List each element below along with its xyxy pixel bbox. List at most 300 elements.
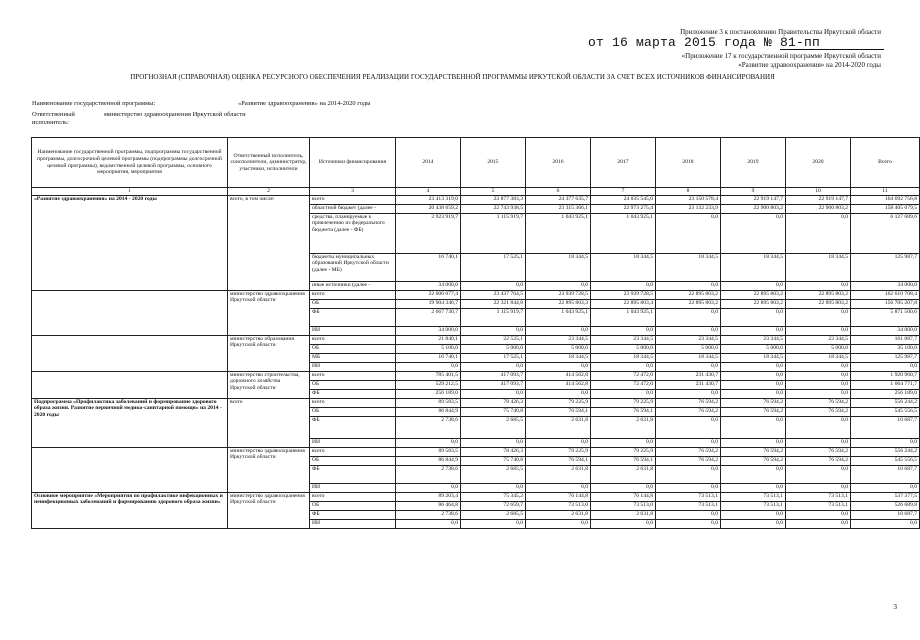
year-value: 417 093,7 — [461, 380, 526, 389]
year-value: 2 631,8 — [526, 416, 591, 438]
column-number: 6 — [526, 188, 591, 196]
year-value: 79 225,9 — [526, 447, 591, 456]
funding-source: ОБ — [310, 380, 396, 389]
year-value: 0,0 — [591, 389, 656, 398]
year-value: 0,0 — [786, 326, 851, 335]
executor-cell: министерство здравоохранения Иркутской области — [228, 447, 310, 492]
funding-source: всего — [310, 371, 396, 380]
year-value: 79 225,9 — [591, 398, 656, 407]
year-value: 73 513,1 — [786, 501, 851, 510]
total-value: 34 000,0 — [851, 326, 920, 335]
funding-source: ФБ — [310, 465, 396, 483]
funding-source: ФБ — [310, 416, 396, 438]
funding-source: ОБ — [310, 501, 396, 510]
year-value: 24 035 545,0 — [591, 195, 656, 204]
total-value: 556 244,2 — [851, 447, 920, 456]
year-value: 78 426,3 — [461, 447, 526, 456]
year-value: 89 583,5 — [396, 447, 461, 456]
year-value: 414 562,8 — [526, 380, 591, 389]
year-value: 0,0 — [721, 519, 786, 528]
year-value: 72 472,0 — [591, 380, 656, 389]
year-value: 22 919 147,7 — [721, 195, 786, 204]
header-year: 2019 — [721, 138, 786, 188]
year-value: 22 895 803,2 — [786, 299, 851, 308]
executor-cell: министерство здравоохранения Иркутской области — [228, 492, 310, 528]
year-value: 78 426,3 — [461, 398, 526, 407]
total-value: 0,0 — [851, 519, 920, 528]
total-value: 34 000,0 — [851, 281, 920, 290]
year-value: 2 631,8 — [526, 510, 591, 519]
year-value: 21 840,1 — [396, 335, 461, 344]
year-value: 22 321 844,8 — [461, 299, 526, 308]
funding-source: ОБ — [310, 407, 396, 416]
year-value: 23 939 728,5 — [591, 290, 656, 299]
executor-cell: министерство образования Иркутской области — [228, 335, 310, 371]
funding-source: ФБ — [310, 389, 396, 398]
total-value: 10 687,7 — [851, 465, 920, 483]
column-number: 2 — [228, 188, 310, 196]
funding-source: средства, планируемые к привлечению из федерального бюджета (далее - ФБ) — [310, 213, 396, 253]
header-year: 2016 — [526, 138, 591, 188]
year-value: 76 594,2 — [656, 447, 721, 456]
year-value: 23 150 578,4 — [656, 195, 721, 204]
year-value: 0,0 — [591, 438, 656, 447]
year-value: 0,0 — [461, 389, 526, 398]
year-value: 22 900 803,2 — [721, 204, 786, 213]
program-item-name: Подпрограмма «Профилактика заболеваний и формирование здорового образа жизни. Развитие первичной медико-санитарной помощи» на 2014 - 2020 годы — [32, 398, 228, 447]
year-value: 73 513,1 — [721, 501, 786, 510]
year-value: 0,0 — [786, 308, 851, 326]
year-value: 0,0 — [721, 362, 786, 371]
year-value: 0,0 — [656, 438, 721, 447]
year-value: 0,0 — [721, 371, 786, 380]
year-value: 0,0 — [721, 483, 786, 492]
program-item-name: Основное мероприятие «Мероприятия по профилактике инфекционных и неинфекционных заболеваний и формированию здорового образа жизни» — [32, 492, 228, 528]
year-value: 18 344,5 — [721, 353, 786, 362]
funding-source: всего — [310, 398, 396, 407]
year-value: 0,0 — [396, 438, 461, 447]
funding-source: бюджеты муниципальных образований Иркутской области (далее - МБ) — [310, 253, 396, 281]
year-value: 0,0 — [786, 416, 851, 438]
year-value: 0,0 — [656, 510, 721, 519]
year-value: 2 667 730,7 — [396, 308, 461, 326]
year-value: 1 115 919,7 — [461, 213, 526, 253]
total-value: 526 689,8 — [851, 501, 920, 510]
header-executor: Ответственный исполнитель, соисполнители, администратор, участники, исполнители — [228, 138, 310, 188]
year-value: 2 738,6 — [396, 465, 461, 483]
year-value: 0,0 — [461, 483, 526, 492]
program-item-name — [32, 290, 228, 335]
stamp-underline — [780, 49, 884, 50]
total-value: 10 687,7 — [851, 510, 920, 519]
program-item-name — [32, 447, 228, 492]
year-value: 5 000,0 — [591, 344, 656, 353]
year-value: 22 895 803,2 — [786, 290, 851, 299]
year-value: 0,0 — [786, 465, 851, 483]
year-value: 2 631,8 — [591, 416, 656, 438]
year-value: 76 594,2 — [786, 456, 851, 465]
header-year: 2015 — [461, 138, 526, 188]
column-number: 10 — [786, 188, 851, 196]
year-value: 0,0 — [656, 281, 721, 290]
year-value: 23 939 728,5 — [526, 290, 591, 299]
year-value: 22 895 803,4 — [591, 299, 656, 308]
header-total: Всего — [851, 138, 920, 188]
year-value: 2 631,8 — [591, 465, 656, 483]
year-value: 17 525,1 — [461, 253, 526, 281]
year-value: 1 043 925,1 — [526, 308, 591, 326]
year-value: 76 594,2 — [656, 398, 721, 407]
year-value: 0,0 — [656, 308, 721, 326]
column-number: 5 — [461, 188, 526, 196]
year-value: 76 594,2 — [786, 447, 851, 456]
year-value: 529 212,5 — [396, 380, 461, 389]
year-value: 16 740,1 — [396, 253, 461, 281]
year-value: 0,0 — [591, 326, 656, 335]
year-value: 0,0 — [721, 389, 786, 398]
year-value: 76 594,1 — [591, 456, 656, 465]
funding-source: ИИ — [310, 483, 396, 492]
year-value: 0,0 — [461, 362, 526, 371]
year-value: 0,0 — [656, 483, 721, 492]
year-value: 0,0 — [526, 389, 591, 398]
year-value: 86 464,8 — [396, 501, 461, 510]
year-value: 0,0 — [656, 519, 721, 528]
funding-source: ФБ — [310, 308, 396, 326]
executor-value: министерство здравоохранения Иркутской области — [104, 111, 246, 118]
year-value: 0,0 — [591, 483, 656, 492]
year-value: 0,0 — [591, 362, 656, 371]
year-value: 5 000,0 — [526, 344, 591, 353]
year-value: 16 740,1 — [396, 353, 461, 362]
year-value: 34 000,0 — [396, 326, 461, 335]
year-value: 76 144,8 — [591, 492, 656, 501]
year-value: 0,0 — [721, 510, 786, 519]
year-value: 73 513,1 — [786, 492, 851, 501]
year-value: 23 344,5 — [721, 335, 786, 344]
year-value: 73 513,0 — [591, 501, 656, 510]
funding-source: ОБ — [310, 456, 396, 465]
year-value: 5 100,0 — [396, 344, 461, 353]
year-value: 0,0 — [786, 281, 851, 290]
funding-source: всего — [310, 492, 396, 501]
year-value: 0,0 — [786, 389, 851, 398]
year-value: 86 844,9 — [396, 407, 461, 416]
executor-cell: министерство здравоохранения Иркутской области — [228, 290, 310, 335]
executor-cell: министерство строительства, дорожного хозяйства Иркутской области — [228, 371, 310, 398]
year-value: 73 513,1 — [656, 492, 721, 501]
year-value: 0,0 — [396, 362, 461, 371]
year-value: 785 401,5 — [396, 371, 461, 380]
year-value: 76 594,2 — [721, 447, 786, 456]
year-value: 22 895 803,2 — [656, 290, 721, 299]
year-value: 0,0 — [396, 519, 461, 528]
year-value: 24 377 635,7 — [526, 195, 591, 204]
executor-cell: всего — [228, 398, 310, 447]
table-row — [32, 371, 920, 380]
year-value: 0,0 — [721, 438, 786, 447]
funding-source: МБ — [310, 353, 396, 362]
year-value: 20 438 659,2 — [396, 204, 461, 213]
total-value: 1 664 771,7 — [851, 380, 920, 389]
year-value: 0,0 — [721, 326, 786, 335]
header-year: 2014 — [396, 138, 461, 188]
year-value: 0,0 — [591, 281, 656, 290]
year-value: 22 525,1 — [461, 335, 526, 344]
resource-table — [31, 137, 920, 529]
year-value: 75 740,8 — [461, 456, 526, 465]
year-value: 23 877 383,3 — [461, 195, 526, 204]
year-value: 5 000,0 — [656, 344, 721, 353]
year-value: 5 000,0 — [721, 344, 786, 353]
year-value: 76 594,2 — [786, 407, 851, 416]
program-item-name — [32, 335, 228, 371]
table-header-row — [32, 138, 920, 188]
year-value: 2 631,8 — [591, 510, 656, 519]
year-value: 2 685,5 — [461, 416, 526, 438]
year-value: 73 513,1 — [721, 492, 786, 501]
total-value: 0,0 — [851, 483, 920, 492]
year-value: 72 659,7 — [461, 501, 526, 510]
year-value: 0,0 — [786, 510, 851, 519]
year-value: 22 895 803,2 — [656, 299, 721, 308]
year-value: 0,0 — [786, 483, 851, 492]
year-value: 73 513,0 — [526, 501, 591, 510]
funding-source: ОБ — [310, 344, 396, 353]
year-value: 414 562,8 — [526, 371, 591, 380]
year-value: 0,0 — [786, 213, 851, 253]
total-value: 1 920 960,7 — [851, 371, 920, 380]
year-value: 79 225,9 — [591, 447, 656, 456]
year-value: 0,0 — [786, 362, 851, 371]
program-item-name — [32, 371, 228, 398]
year-value: 19 904 346,7 — [396, 299, 461, 308]
year-value: 22 895 803,3 — [526, 299, 591, 308]
year-value: 0,0 — [656, 416, 721, 438]
year-value: 86 844,9 — [396, 456, 461, 465]
year-value: 1 043 925,1 — [526, 213, 591, 253]
year-value: 0,0 — [721, 465, 786, 483]
year-value: 0,0 — [526, 326, 591, 335]
year-value: 417 093,7 — [461, 371, 526, 380]
year-value: 23 344,5 — [526, 335, 591, 344]
year-value: 76 144,8 — [526, 492, 591, 501]
year-value: 76 594,2 — [721, 398, 786, 407]
total-value: 35 100,0 — [851, 344, 920, 353]
column-number: 3 — [310, 188, 396, 196]
year-value: 22 895 803,2 — [721, 299, 786, 308]
year-value: 72 472,0 — [591, 371, 656, 380]
year-value: 0,0 — [461, 519, 526, 528]
year-value: 23 132 233,9 — [656, 204, 721, 213]
year-value: 89 203,4 — [396, 492, 461, 501]
program-value: «Развитие здравоохранения» на 2014-2020 годы — [238, 100, 371, 107]
year-value: 0,0 — [656, 389, 721, 398]
header-year: 2020 — [786, 138, 851, 188]
year-value: 76 594,2 — [786, 398, 851, 407]
year-value: 18 344,5 — [656, 353, 721, 362]
year-value: 73 513,1 — [656, 501, 721, 510]
table-row — [32, 447, 920, 456]
annex-line: Приложение 3 к постановлению Правительства Иркутской области — [680, 28, 881, 36]
year-value: 0,0 — [461, 326, 526, 335]
document-title: ПРОГНОЗНАЯ (СПРАВОЧНАЯ) ОЦЕНКА РЕСУРСНОГО ОБЕСПЕЧЕНИЯ РЕАЛИЗАЦИИ ГОСУДАРСТВЕННОЙ ПРОГРАММЫ ИРКУТСКОЙ ОБЛАСТИ ЗА СЧЕТ ВСЕХ ИСТОЧНИКОВ ФИНАНСИРОВАНИЯ — [130, 73, 775, 81]
year-value: 5 000,0 — [786, 344, 851, 353]
funding-source: ОБ — [310, 299, 396, 308]
year-value: 0,0 — [656, 213, 721, 253]
year-value: 18 344,5 — [526, 253, 591, 281]
year-value: 18 344,5 — [591, 253, 656, 281]
year-value: 76 594,2 — [656, 456, 721, 465]
year-value: 22 606 077,4 — [396, 290, 461, 299]
year-value: 22 973 275,4 — [591, 204, 656, 213]
header-year: 2017 — [591, 138, 656, 188]
table-row — [32, 195, 920, 204]
funding-source: всего — [310, 290, 396, 299]
total-value: 256 189,0 — [851, 389, 920, 398]
total-value: 125 987,7 — [851, 353, 920, 362]
year-value: 18 344,5 — [591, 353, 656, 362]
table-row — [32, 398, 920, 407]
year-value: 18 344,5 — [526, 353, 591, 362]
year-value: 18 344,5 — [786, 353, 851, 362]
total-value: 545 556,5 — [851, 456, 920, 465]
executor-label: Ответственный исполнитель: — [32, 111, 75, 126]
total-value: 6 127 689,6 — [851, 213, 920, 253]
year-value: 76 594,1 — [526, 456, 591, 465]
year-value: 0,0 — [526, 281, 591, 290]
year-value: 0,0 — [396, 483, 461, 492]
year-value: 0,0 — [721, 416, 786, 438]
year-value: 0,0 — [526, 519, 591, 528]
year-value: 22 743 938,5 — [461, 204, 526, 213]
year-value: 22 919 147,7 — [786, 195, 851, 204]
header-year: 2018 — [656, 138, 721, 188]
funding-source: ИИ — [310, 519, 396, 528]
year-value: 75 740,8 — [461, 407, 526, 416]
funding-source: ИИ — [310, 326, 396, 335]
total-value: 545 556,5 — [851, 407, 920, 416]
funding-source: всего — [310, 447, 396, 456]
year-value: 0,0 — [656, 362, 721, 371]
year-value: 0,0 — [526, 438, 591, 447]
year-value: 76 594,2 — [721, 456, 786, 465]
year-value: 23 344,5 — [591, 335, 656, 344]
total-value: 125 987,7 — [851, 253, 920, 281]
column-number: 4 — [396, 188, 461, 196]
year-value: 2 685,5 — [461, 510, 526, 519]
year-value: 0,0 — [591, 519, 656, 528]
year-value: 0,0 — [721, 281, 786, 290]
year-value: 23 344,5 — [656, 335, 721, 344]
total-value: 537 377,5 — [851, 492, 920, 501]
total-value: 164 692 756,8 — [851, 195, 920, 204]
year-value: 18 344,5 — [786, 253, 851, 281]
column-number: 8 — [656, 188, 721, 196]
page-number: 3 — [893, 603, 897, 611]
funding-source: всего — [310, 195, 396, 204]
year-value: 23 413 319,0 — [396, 195, 461, 204]
total-value: 5 871 500,6 — [851, 308, 920, 326]
year-value: 231 430,7 — [656, 371, 721, 380]
column-number: 7 — [591, 188, 656, 196]
year-value: 23 437 764,5 — [461, 290, 526, 299]
executor-cell: всего, в том числе: — [228, 195, 310, 290]
year-value: 0,0 — [656, 326, 721, 335]
total-value: 0,0 — [851, 362, 920, 371]
year-value: 17 525,1 — [461, 353, 526, 362]
funding-source: ИИ — [310, 362, 396, 371]
year-value: 2 685,5 — [461, 465, 526, 483]
year-value: 1 115 919,7 — [461, 308, 526, 326]
program-item-name: «Развитие здравоохранения» на 2014 - 2020 годы — [32, 195, 228, 290]
annex-program-line: «Приложение 17 к государственной программе Иркутской области — [681, 52, 881, 60]
column-number: 9 — [721, 188, 786, 196]
resolution-date-stamp: от 16 марта 2015 года № 81-пп — [588, 35, 821, 50]
funding-source: областной бюджет (далее - — [310, 204, 396, 213]
year-value: 76 594,2 — [721, 407, 786, 416]
year-value: 2 738,6 — [396, 416, 461, 438]
year-value: 22 895 803,2 — [721, 290, 786, 299]
total-value: 156 705 207,8 — [851, 299, 920, 308]
total-value: 556 244,2 — [851, 398, 920, 407]
year-value: 76 594,2 — [656, 407, 721, 416]
year-value: 0,0 — [526, 483, 591, 492]
year-value: 18 344,5 — [656, 253, 721, 281]
year-value: 0,0 — [786, 371, 851, 380]
year-value: 0,0 — [461, 281, 526, 290]
year-value: 2 923 919,7 — [396, 213, 461, 253]
table-body — [32, 195, 920, 528]
year-value: 23 315 366,1 — [526, 204, 591, 213]
year-value: 76 594,1 — [591, 407, 656, 416]
year-value: 79 225,9 — [526, 398, 591, 407]
column-number: 11 — [851, 188, 920, 196]
year-value: 2 631,8 — [526, 465, 591, 483]
total-value: 10 687,7 — [851, 416, 920, 438]
year-value: 18 344,5 — [721, 253, 786, 281]
column-number-row — [32, 188, 920, 196]
header-name: Наименование государственной программы, подпрограммы государственной программы, долгосрочной целевой программы (подпрограммы долгосрочной целевой программы), ведомственной целевой программы, основного мероприятия, мероприятия — [32, 138, 228, 188]
year-value: 0,0 — [461, 438, 526, 447]
year-value: 75 345,2 — [461, 492, 526, 501]
funding-source: ФБ — [310, 510, 396, 519]
year-value: 23 344,5 — [786, 335, 851, 344]
header-source: Источники финансирования — [310, 138, 396, 188]
total-value: 162 610 708,4 — [851, 290, 920, 299]
funding-source: иные источники (далее - — [310, 281, 396, 290]
column-number: 1 — [32, 188, 228, 196]
funding-source: ИИ — [310, 438, 396, 447]
year-value: 1 043 925,1 — [591, 308, 656, 326]
year-value: 1 043 925,1 — [591, 213, 656, 253]
table-row — [32, 290, 920, 299]
year-value: 0,0 — [721, 308, 786, 326]
funding-source: всего — [310, 335, 396, 344]
year-value: 0,0 — [786, 438, 851, 447]
year-value: 256 189,0 — [396, 389, 461, 398]
year-value: 0,0 — [721, 380, 786, 389]
total-value: 0,0 — [851, 438, 920, 447]
year-value: 0,0 — [526, 362, 591, 371]
total-value: 161 087,7 — [851, 335, 920, 344]
year-value: 5 000,0 — [461, 344, 526, 353]
annex-program-name: «Развитие здравоохранения» на 2014-2020 годы — [738, 61, 881, 69]
year-value: 22 900 803,2 — [786, 204, 851, 213]
table-row — [32, 335, 920, 344]
year-value: 34 000,0 — [396, 281, 461, 290]
year-value: 0,0 — [721, 213, 786, 253]
